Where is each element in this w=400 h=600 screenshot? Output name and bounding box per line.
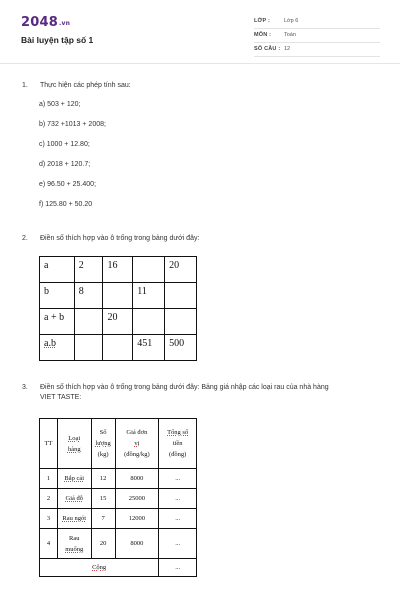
cell-item [57, 489, 91, 509]
cell-total: ... [159, 509, 197, 529]
cell-tt: 3 [40, 509, 58, 529]
table-cell: 20 [103, 309, 133, 335]
cell-total: ... [159, 529, 197, 559]
logo-text: 2048 [21, 15, 58, 30]
item-text: muống [65, 545, 84, 553]
header-unit-price [115, 419, 159, 469]
question-3-number: 3. [22, 384, 28, 391]
table-cell: 451 [133, 335, 165, 361]
cell-item [57, 529, 91, 559]
header-text: lượng [95, 440, 111, 447]
table-cell: 2 [74, 257, 103, 283]
cell-price: 25000 [115, 489, 159, 509]
table-total-row [40, 559, 197, 577]
table-cell: a + b [40, 309, 75, 335]
table-cell: 20 [165, 257, 197, 283]
cell-tt: 1 [40, 469, 58, 489]
table-cell: 16 [103, 257, 133, 283]
header-text: (đồng) [168, 451, 187, 458]
worksheet-title: Bài luyện tập số 1 [21, 35, 94, 45]
table-cell [103, 283, 133, 309]
worksheet-header [0, 0, 400, 62]
table-row [40, 509, 197, 529]
meta-row-subject [254, 29, 380, 43]
q2-table [39, 256, 197, 361]
question-1-text: Thực hiện các phép tính sau: [40, 82, 131, 89]
total-value: ... [159, 559, 197, 577]
site-logo[interactable] [21, 15, 70, 30]
question-2-number: 2. [22, 235, 28, 242]
cell-price: 12000 [115, 509, 159, 529]
question-3-line-1: Điền số thích hợp vào ô trống trong bảng dưới đây: Bảng giá nhập các loại rau của nhà hàng [40, 384, 329, 391]
table-cell [133, 257, 165, 283]
meta-value: Lớp 6 [284, 18, 299, 24]
header-text: Số [99, 429, 107, 436]
table-row [40, 469, 197, 489]
header-text: Loại [68, 434, 81, 442]
q1-item-c: c) 1000 + 12.80; [39, 141, 90, 148]
total-label-text: Cộng [92, 564, 107, 571]
meta-key: LỚP : [254, 18, 270, 24]
table-cell: a.b [40, 335, 75, 361]
header-qty [91, 419, 115, 469]
q3-price-table [39, 418, 197, 577]
item-text: Rau [69, 534, 80, 542]
meta-key: MÔN : [254, 32, 272, 38]
q1-item-d: d) 2018 + 120.7; [39, 161, 91, 168]
q1-item-a: a) 503 + 120; [39, 101, 81, 108]
table-row [40, 309, 197, 335]
table-row [40, 283, 197, 309]
header-text: tiền [172, 440, 183, 447]
table-cell [133, 309, 165, 335]
cell-qty: 20 [91, 529, 115, 559]
header-text: Giá đơn [126, 429, 148, 436]
table-cell [74, 309, 103, 335]
table-row [40, 489, 197, 509]
total-label [40, 559, 159, 577]
table-row [40, 257, 197, 283]
logo-suffix: .vn [58, 20, 71, 27]
meta-row-question-count [254, 43, 380, 57]
header-text: (đồng/kg) [124, 451, 150, 458]
header-total [159, 419, 197, 469]
cell-qty: 12 [91, 469, 115, 489]
header-text: vị [134, 440, 140, 447]
question-2-text: Điền số thích hợp vào ô trống trong bảng dưới đây: [40, 235, 200, 242]
header-divider [0, 63, 400, 64]
item-text: Rau ngót [62, 515, 87, 522]
header-text: Tổng số [167, 429, 189, 436]
table-cell [165, 283, 197, 309]
cell-total: ... [159, 469, 197, 489]
table-cell: b [40, 283, 75, 309]
question-3-text [40, 383, 385, 403]
item-text: Bắp cải [64, 475, 85, 482]
meta-value: Toán [284, 32, 296, 38]
cell-item [57, 509, 91, 529]
meta-value: 12 [284, 46, 291, 52]
table-cell: 500 [165, 335, 197, 361]
table-cell: a [40, 257, 75, 283]
meta-row-class [254, 15, 380, 29]
table-cell [103, 335, 133, 361]
cell-item [57, 469, 91, 489]
question-3-line-2: VIET TASTE: [40, 394, 82, 401]
cell-qty: 7 [91, 509, 115, 529]
cell-tt: 4 [40, 529, 58, 559]
item-text: Giá đỗ [65, 495, 84, 502]
cell-price: 8000 [115, 529, 159, 559]
cell-price: 8000 [115, 469, 159, 489]
header-text: hàng [67, 445, 81, 453]
table-cell: 8 [74, 283, 103, 309]
header-item [57, 419, 91, 469]
q1-item-e: e) 96.50 + 25.400; [39, 181, 97, 188]
header-text: (kg) [97, 451, 109, 458]
table-row [40, 529, 197, 559]
question-1-number: 1. [22, 82, 28, 89]
table-cell [74, 335, 103, 361]
meta-key: SỐ CÂU : [254, 46, 281, 52]
table-cell: 11 [133, 283, 165, 309]
table-header-row [40, 419, 197, 469]
cell-qty: 15 [91, 489, 115, 509]
header-tt: TT [40, 419, 58, 469]
q1-item-f: f) 125.80 + 50.20 [39, 201, 93, 208]
cell-total: ... [159, 489, 197, 509]
table-cell [165, 309, 197, 335]
table-row [40, 335, 197, 361]
cell-tt: 2 [40, 489, 58, 509]
q1-item-b: b) 732 +1013 + 2008; [39, 121, 106, 128]
